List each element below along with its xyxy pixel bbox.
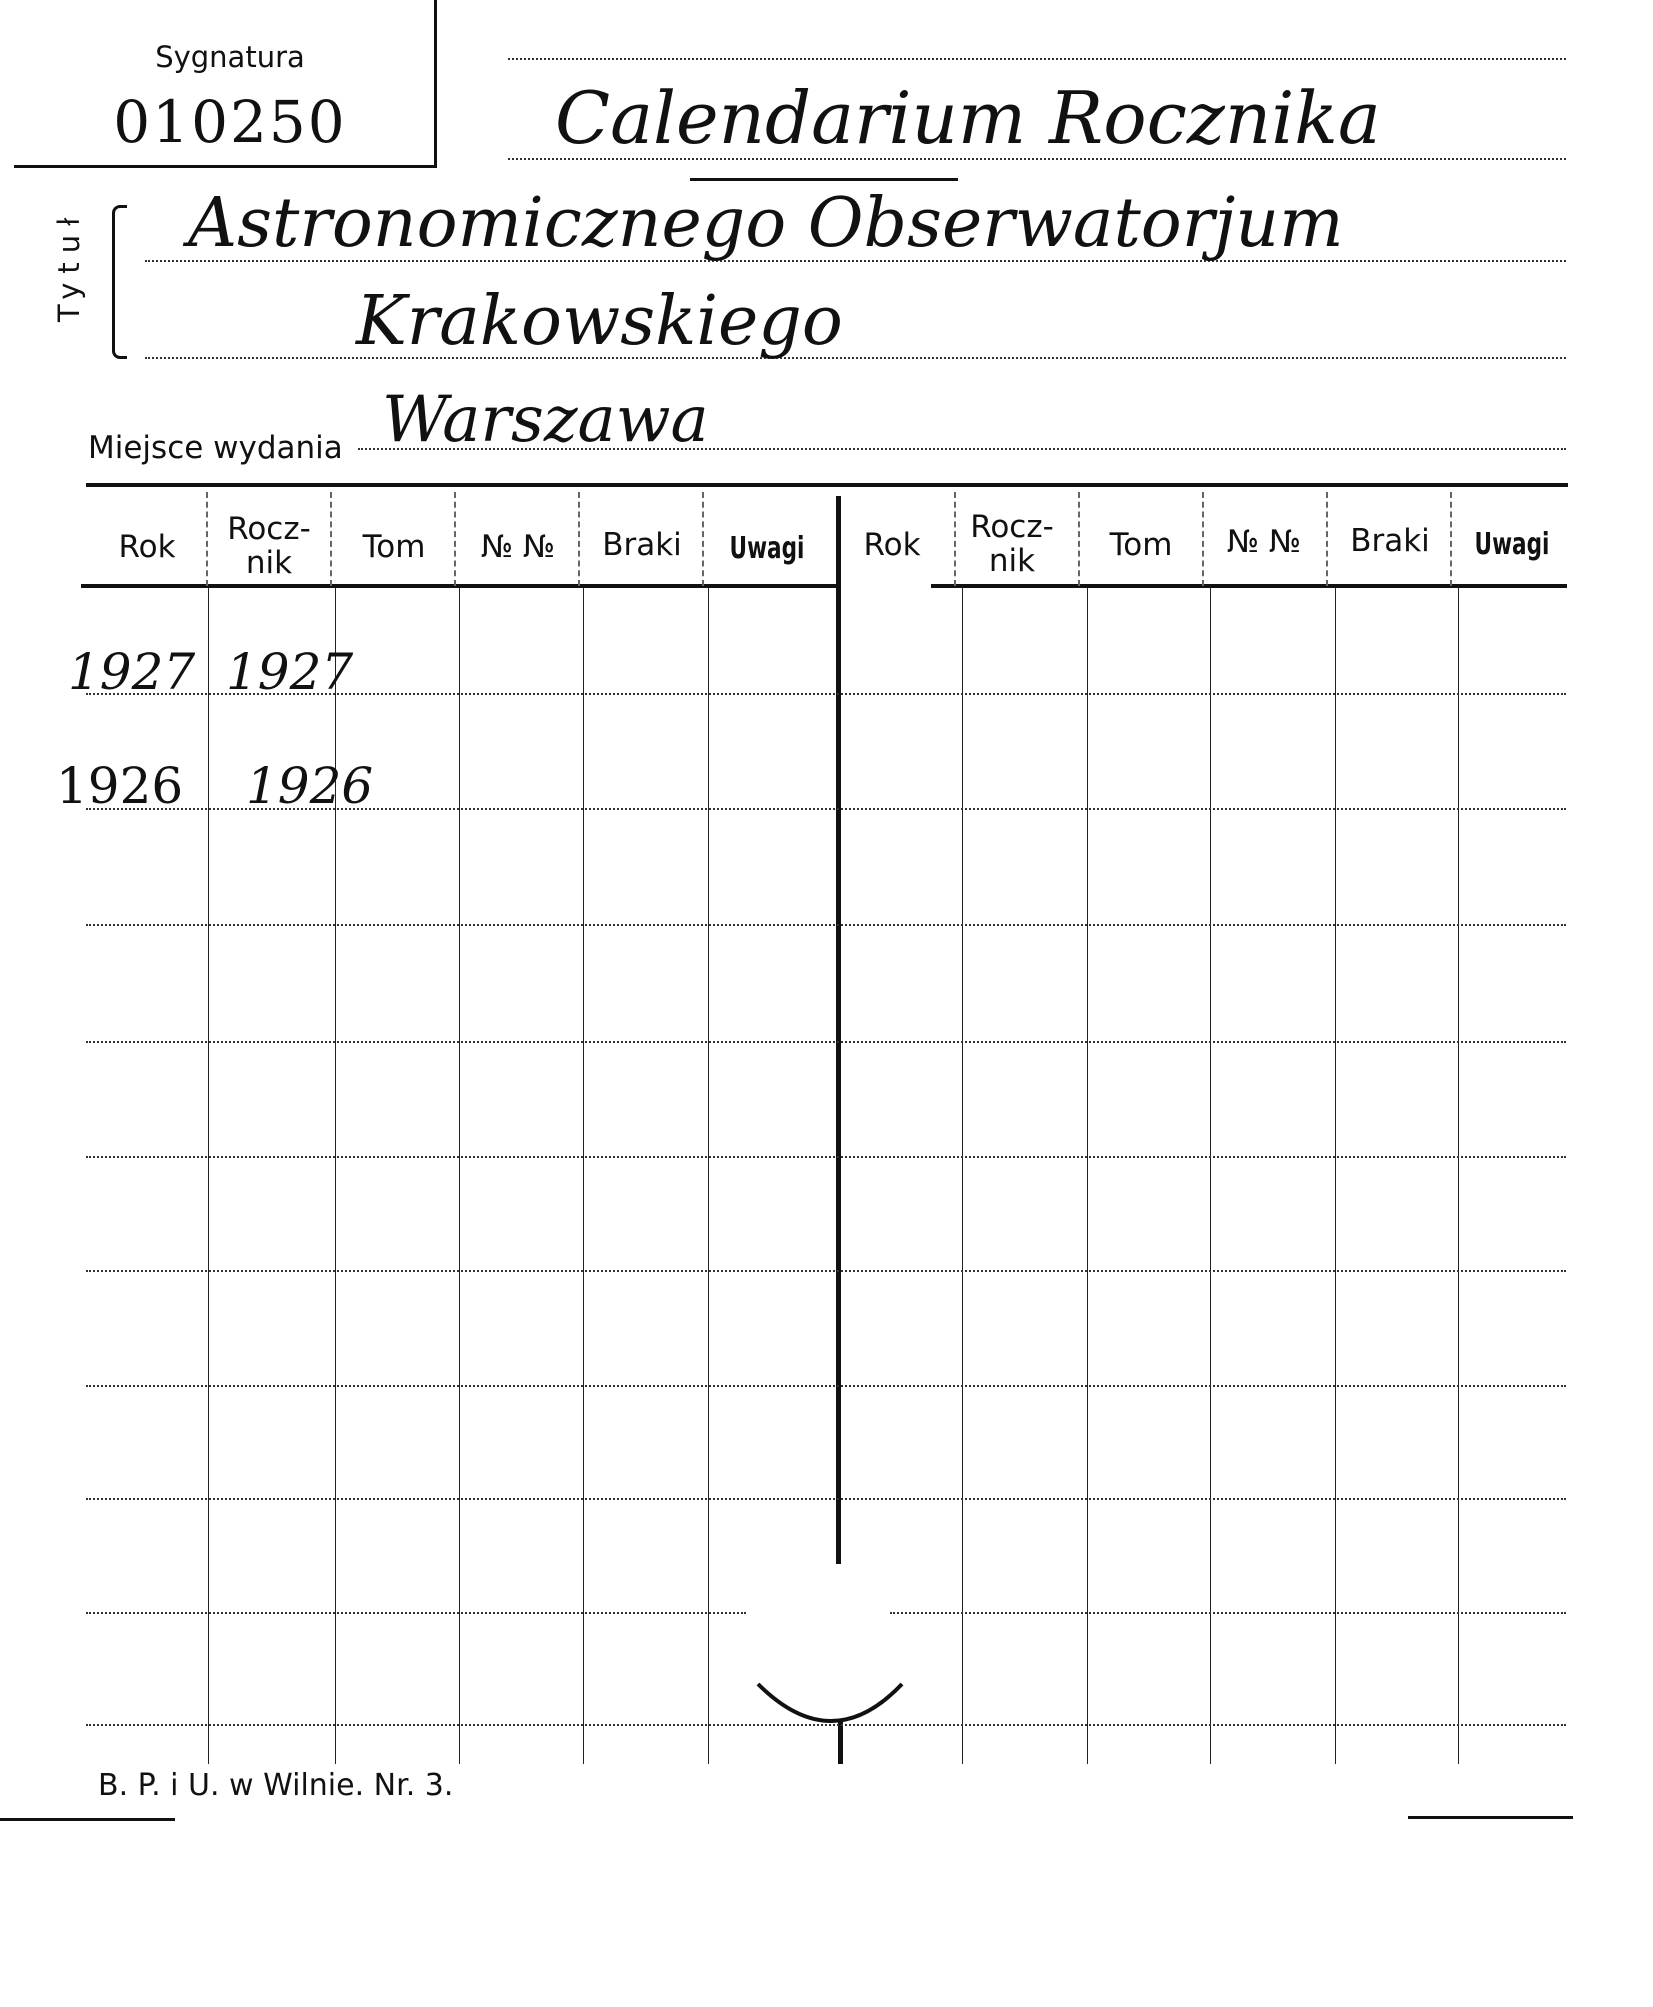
col-header-numbers-right: № № — [1226, 524, 1302, 560]
title-line-0 — [508, 58, 1566, 60]
row1-rocznik: 1927 — [226, 643, 354, 701]
row-line — [86, 1612, 746, 1614]
title-line2: Astronomicznego Obserwatorjum — [188, 184, 1344, 263]
col-header-rocznik-left: Rocz- nik — [227, 511, 311, 581]
header-sep — [1326, 492, 1328, 586]
col-header-rok-right: Rok — [863, 527, 921, 563]
header-sep — [1450, 492, 1452, 586]
row-line — [86, 1270, 1566, 1272]
col-header-braki-left: Braki — [602, 527, 682, 563]
col-header-uwagi-left: Uwagi — [729, 531, 805, 566]
signature-label: Sygnatura — [155, 40, 305, 74]
column-line — [1210, 588, 1211, 1764]
column-line — [962, 588, 963, 1764]
table-top-rule — [86, 483, 1568, 487]
place-value: Warszawa — [382, 383, 709, 457]
header-rule-right — [931, 584, 1567, 588]
column-line — [1458, 588, 1459, 1764]
col-header-tom-right: Tom — [1109, 527, 1173, 563]
header-sep — [954, 492, 956, 586]
rod-hole-arc — [752, 1680, 912, 1740]
title-side-label: Tytuł — [52, 208, 86, 322]
column-line — [708, 588, 709, 1764]
col-header-rok-left: Rok — [118, 529, 176, 565]
header-sep — [1202, 492, 1204, 586]
row-line — [86, 1498, 1566, 1500]
header-sep — [454, 492, 456, 586]
col-header-tom-left: Tom — [362, 529, 426, 565]
row-line — [86, 1156, 1566, 1158]
card-edge-right — [1408, 1816, 1573, 1819]
header-sep — [1078, 492, 1080, 586]
row-line — [86, 1724, 1566, 1726]
title-underline — [690, 178, 958, 181]
title-line1: Calendarium Rocznika — [555, 76, 1381, 160]
column-line — [208, 588, 209, 1764]
col-header-rocznik-right: Rocz- nik — [970, 509, 1054, 579]
row-line — [86, 1385, 1566, 1387]
row-line — [86, 924, 1566, 926]
title-brace — [112, 205, 127, 359]
column-line — [1087, 588, 1088, 1764]
col-header-uwagi-right: Uwagi — [1474, 527, 1550, 562]
header-sep — [578, 492, 580, 586]
col-header-braki-right: Braki — [1350, 523, 1430, 559]
place-label: Miejsce wydania — [88, 430, 343, 466]
row2-rocznik: 1926 — [246, 757, 374, 815]
center-divider — [836, 496, 841, 1564]
col-header-numbers-left: № № — [480, 529, 556, 565]
column-line — [459, 588, 460, 1764]
printer-footer: B. P. i U. w Wilnie. Nr. 3. — [98, 1768, 454, 1803]
column-line — [1335, 588, 1336, 1764]
header-sep — [206, 492, 208, 586]
row-line — [86, 1041, 1566, 1043]
title-line3: Krakowskiego — [356, 282, 843, 361]
row-line — [890, 1612, 1566, 1614]
column-line — [583, 588, 584, 1764]
signature-value: 010250 — [113, 88, 347, 156]
header-sep — [702, 492, 704, 586]
card-edge-left — [0, 1818, 175, 1821]
row1-rok: 1927 — [68, 643, 196, 701]
row2-rok: 1926 — [56, 757, 184, 815]
header-sep — [330, 492, 332, 586]
